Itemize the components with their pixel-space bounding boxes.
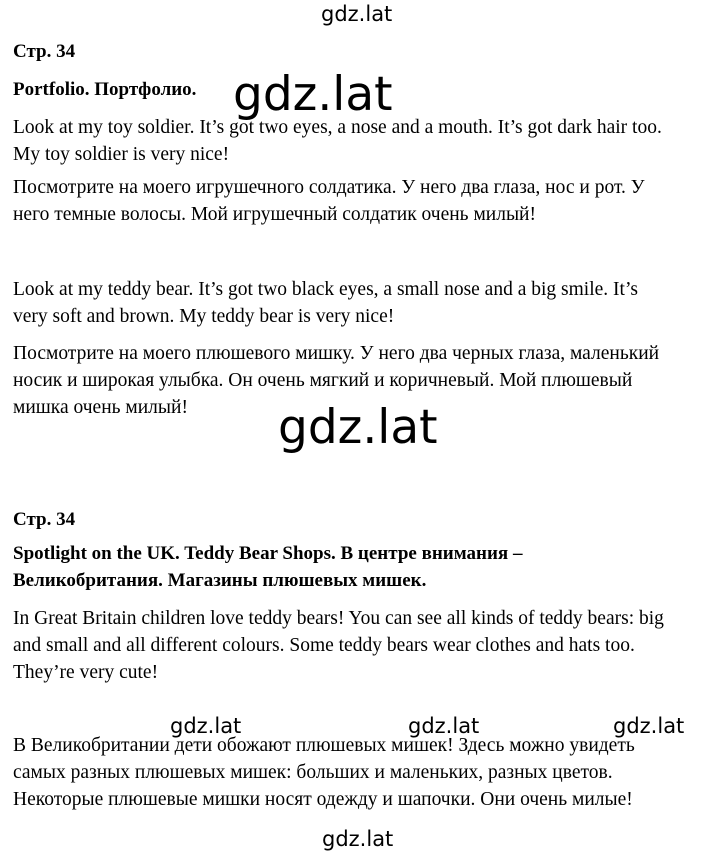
paragraph-teddy-bear-ru xyxy=(13,340,703,421)
text-line: Посмотрите на моего плюшевого мишку. У него два черных глаза, маленький xyxy=(13,343,660,364)
page-label: Стр. 34 xyxy=(13,41,76,62)
watermark: gdz.lat xyxy=(613,714,685,738)
paragraph-teddy-bear-en xyxy=(13,276,703,330)
text-line: In Great Britain children love teddy bears! You can see all kinds of teddy bears: big xyxy=(13,608,664,629)
text-line: самых разных плюшевых мишек: больших и маленьких, разных цветов. xyxy=(13,762,613,783)
watermark: gdz.lat xyxy=(233,67,393,122)
text-line: My toy soldier is very nice! xyxy=(13,144,230,165)
text-line: and small and all different colours. Some teddy bears wear clothes and hats too. xyxy=(13,635,635,656)
watermark: gdz.lat xyxy=(322,827,394,851)
text-line: Look at my toy soldier. It’s got two eyes, a nose and a mouth. It’s got dark hair too. xyxy=(13,117,662,138)
text-line: Некоторые плюшевые мишки носят одежду и шапочки. Они очень милые! xyxy=(13,789,633,810)
watermark: gdz.lat xyxy=(170,714,242,738)
paragraph-teddy-shops-ru xyxy=(13,732,703,813)
paragraph-toy-soldier-ru xyxy=(13,174,703,228)
text-line: него темные волосы. Мой игрушечный солдатик очень милый! xyxy=(13,204,536,225)
page-label: Стр. 34 xyxy=(13,509,76,530)
text-line: носик и широкая улыбка. Он очень мягкий и коричневый. Мой плюшевый xyxy=(13,370,633,391)
section-heading-portfolio: Portfolio. Портфолио. xyxy=(13,79,197,100)
heading-line: Великобритания. Магазины плюшевых мишек. xyxy=(13,570,427,591)
text-line: мишка очень милый! xyxy=(13,397,188,418)
paragraph-teddy-shops-en xyxy=(13,605,703,686)
paragraph-toy-soldier-en xyxy=(13,114,703,168)
heading-line: Spotlight on the UK. Teddy Bear Shops. В центре внимания – xyxy=(13,543,523,564)
watermark: gdz.lat xyxy=(321,2,393,26)
section-heading-spotlight xyxy=(13,540,703,594)
text-line: Посмотрите на моего игрушечного солдатика. У него два глаза, нос и рот. У xyxy=(13,177,645,198)
text-line: very soft and brown. My teddy bear is very nice! xyxy=(13,306,395,327)
text-line: В Великобритании дети обожают плюшевых мишек! Здесь можно увидеть xyxy=(13,735,635,756)
text-line: They’re very cute! xyxy=(13,662,159,683)
watermark: gdz.lat xyxy=(408,714,480,738)
watermark: gdz.lat xyxy=(278,400,438,455)
text-line: Look at my teddy bear. It’s got two black eyes, a small nose and a big smile. It’s xyxy=(13,279,638,300)
